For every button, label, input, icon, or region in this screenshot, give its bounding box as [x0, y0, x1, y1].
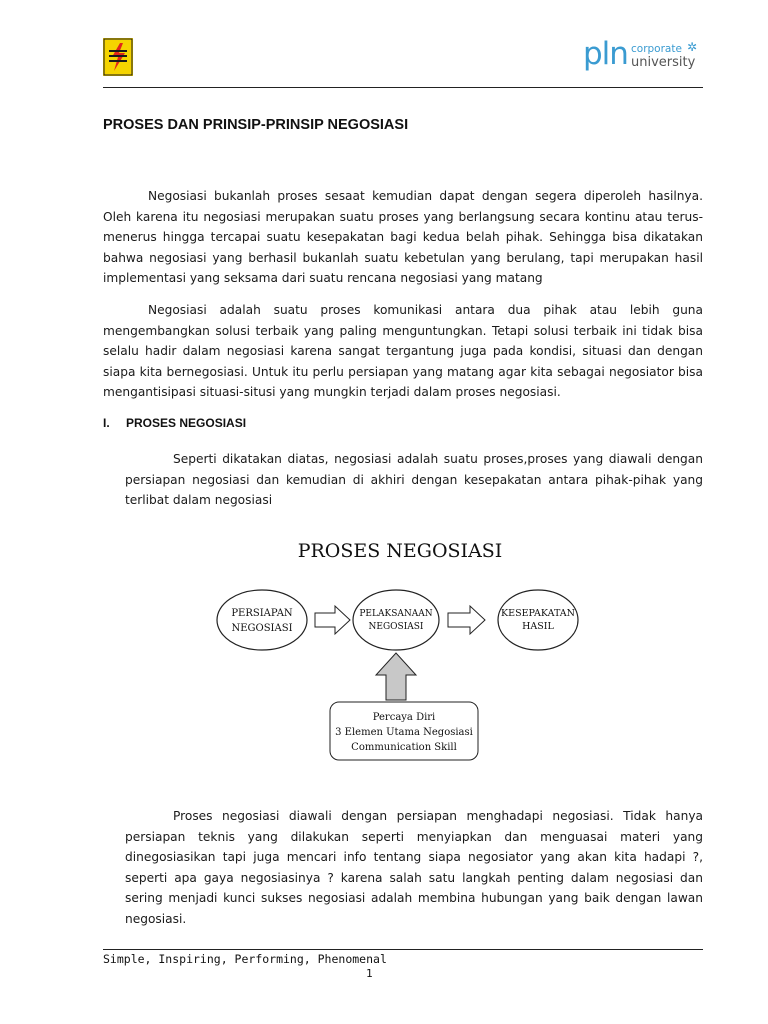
logo-corporate-text: corporate [631, 43, 682, 55]
paragraph-4 [125, 806, 703, 929]
header-divider [103, 87, 703, 88]
elements-line3: Communication Skill [351, 742, 457, 753]
logo-university-text: university [631, 55, 696, 70]
logo-pln-word: pln [583, 36, 628, 72]
footer-divider [103, 949, 703, 950]
arrow-right-icon [448, 606, 485, 634]
paragraph-2 [103, 300, 703, 403]
node-persiapan-line1: PERSIAPAN [231, 608, 293, 619]
paragraph-2-text: Negosiasi adalah suatu proses komunikasi antara dua pihak atau lebih guna mengembangkan solusi terbaik yang paling menguntungkan. Tetapi solusi terbaik ini tidak bisa selalu hadir dalam negosiasi karena sangat tergantung juga pada kondisi, situasi dan dengan siapa kita bernegosiasi. Untuk itu perlu persiapan yang matang agar kita sebagai negosiator bisa mengantisipasi situasi-situsi yang mungkin terjadi dalam proses negosiasi. [103, 303, 703, 399]
document-title: PROSES DAN PRINSIP-PRINSIP NEGOSIASI [103, 117, 409, 133]
section-number: I. [103, 416, 110, 430]
node-kesepakatan-line1: KESEPAKATAN [501, 608, 575, 619]
node-pelaksanaan [353, 590, 439, 650]
pln-corporate-university-logo [583, 36, 708, 76]
paragraph-1 [103, 186, 703, 289]
arrow-up-icon [376, 653, 416, 700]
node-persiapan [217, 590, 307, 650]
paragraph-3 [125, 449, 703, 511]
logo-star-icon: ✲ [687, 40, 698, 54]
node-pelaksanaan-line2: NEGOSIASI [368, 622, 424, 632]
arrow-right-icon [315, 606, 350, 634]
elements-line2: 3 Elemen Utama Negosiasi [335, 727, 473, 738]
elements-line1: Percaya Diri [372, 712, 436, 723]
footer-tagline: Simple, Inspiring, Performing, Phenomenal [103, 952, 387, 966]
node-kesepakatan-line2: HASIL [522, 621, 554, 632]
section-heading [103, 416, 246, 430]
paragraph-1-text: Negosiasi bukanlah proses sesaat kemudian dapat dengan segera diperoleh hasilnya. Oleh karena itu negosiasi merupakan suatu proses yang berlangsung secara kontinu atau terus-menerus hingga tercapai suatu kesepakatan bagi kedua belah pihak. Sehingga bisa dikatakan bahwa negosiasi yang berhasil bukanlah suatu kebetulan yang berulang, tapi merupakan hasil implementasi yang seksama dari suatu rencana negosiasi yang matang [103, 189, 703, 285]
section-title: PROSES NEGOSIASI [126, 416, 247, 430]
paragraph-3-text: Seperti dikatakan diatas, negosiasi adalah suatu proses,proses yang diawali dengan persiapan negosiasi dan kemudian di akhiri dengan kesepakatan antara pihak-pihak yang terlibat dalam negosiasi [125, 452, 703, 507]
diagram-title: PROSES NEGOSIASI [297, 540, 503, 562]
page-number: 1 [366, 967, 373, 980]
node-kesepakatan [498, 590, 578, 650]
node-persiapan-line2: NEGOSIASI [231, 623, 293, 634]
pln-logo-icon [103, 38, 133, 76]
paragraph-4-text: Proses negosiasi diawali dengan persiapan menghadapi negosiasi. Tidak hanya persiapan teknis yang dilakukan seperti menyiapkan dan menguasai materi yang dinegosiasikan tapi juga mencari info tentang siapa negosiator yang akan kita hadapi ?, seperti apa gaya negosiasinya ? karena salah satu langkah penting dalam negosiasi dan sering menjadi kunci sukses negosiasi adalah membina hubungan yang baik dengan lawan negosiasi. [125, 809, 703, 926]
node-pelaksanaan-line1: PELAKSANAAN [359, 609, 433, 619]
process-diagram [200, 525, 600, 770]
